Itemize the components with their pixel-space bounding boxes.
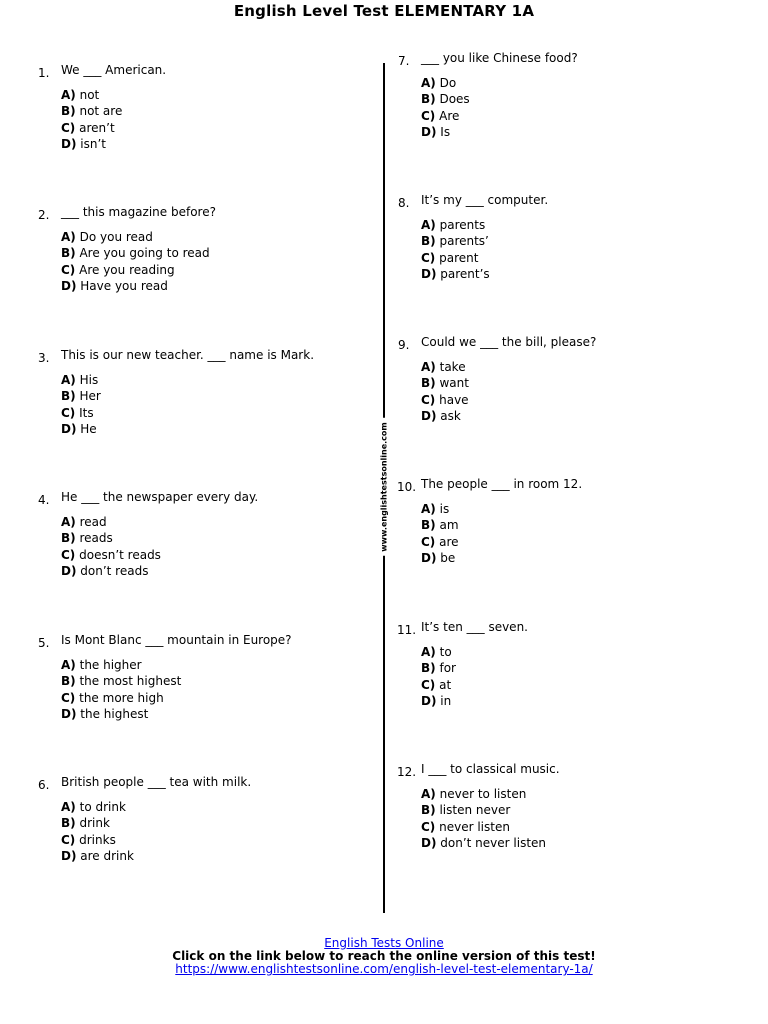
option-text: be [440, 551, 456, 566]
question-text: He ___ the newspaper every day. [61, 490, 259, 504]
option-text: don’t reads [80, 564, 149, 579]
option-letter: B) [61, 531, 76, 546]
option-text: have [439, 392, 469, 407]
answer-option [421, 392, 469, 408]
answer-option [61, 388, 101, 404]
question-text: British people ___ tea with milk. [61, 775, 252, 789]
option-letter: D) [61, 707, 77, 722]
answer-option [61, 832, 134, 848]
option-text: parents’ [439, 234, 489, 249]
option-text: Do [439, 76, 457, 90]
question-number: 9. [398, 338, 410, 352]
answer-options [421, 75, 470, 141]
option-letter: A) [421, 360, 436, 374]
option-text: drink [79, 816, 110, 831]
answer-option [421, 534, 459, 550]
answer-option [61, 690, 181, 706]
answer-options [61, 514, 161, 580]
option-text: never listen [439, 819, 510, 834]
option-text: Her [79, 389, 101, 404]
option-letter: C) [421, 534, 436, 549]
option-text: reads [79, 531, 113, 546]
question-text: The people ___ in room 12. [421, 477, 583, 491]
answer-option [61, 815, 134, 831]
option-letter: D) [421, 551, 437, 566]
question-text: Could we ___ the bill, please? [421, 335, 597, 349]
option-letter: C) [421, 819, 436, 834]
answer-option [61, 87, 122, 103]
option-text: drinks [79, 832, 116, 847]
answer-options [61, 372, 101, 438]
option-text: Have you read [80, 279, 168, 294]
option-letter: B) [421, 376, 436, 391]
option-text: parents [439, 218, 486, 232]
option-text: not are [79, 104, 123, 119]
answer-options [421, 501, 459, 567]
option-letter: A) [421, 76, 436, 90]
question-text: We ___ American. [61, 63, 167, 77]
option-letter: D) [421, 836, 437, 851]
option-text: parent [439, 250, 479, 265]
option-text: Is [440, 125, 451, 140]
option-letter: B) [61, 816, 76, 831]
option-text: His [79, 373, 99, 387]
english-tests-online-link[interactable]: English Tests Online [324, 936, 444, 950]
option-text: to drink [79, 800, 126, 814]
option-letter: C) [61, 120, 76, 135]
option-text: Are [439, 108, 460, 123]
option-text: not [79, 88, 100, 102]
question-text: I ___ to classical music. [421, 762, 560, 776]
option-text: the higher [79, 658, 142, 672]
option-text: ask [440, 409, 461, 424]
option-letter: C) [61, 262, 76, 277]
option-text: want [439, 376, 469, 391]
answer-option [61, 262, 210, 278]
answer-options [61, 229, 210, 295]
answer-option [61, 245, 210, 261]
question-text: This is our new teacher. ___ name is Mark. [61, 348, 315, 362]
option-letter: D) [421, 125, 437, 140]
question-number: 5. [38, 636, 50, 650]
answer-option [61, 103, 122, 119]
option-text: are drink [80, 849, 134, 864]
option-letter: C) [421, 677, 436, 692]
option-text: the more high [79, 690, 164, 705]
answer-options [421, 217, 490, 283]
option-text: never to listen [439, 787, 527, 801]
question-number: 12. [397, 765, 417, 779]
question-text: It’s ten ___ seven. [421, 620, 528, 634]
option-text: listen never [439, 803, 511, 818]
option-letter: C) [421, 392, 436, 407]
question-text: Is Mont Blanc ___ mountain in Europe? [61, 633, 292, 647]
answer-option [421, 517, 459, 533]
answer-option [421, 91, 470, 107]
online-test-url-link[interactable]: https://www.englishtestsonline.com/english-level-test-elementary-1a/ [175, 962, 593, 976]
answer-options [421, 786, 546, 852]
answer-option [61, 372, 101, 388]
answer-option [421, 359, 469, 375]
answer-option [421, 217, 490, 233]
option-letter: A) [61, 658, 76, 672]
option-letter: B) [421, 661, 436, 676]
option-text: Its [79, 405, 94, 420]
option-letter: D) [61, 137, 77, 152]
page-title: English Level Test ELEMENTARY 1A [233, 2, 535, 20]
footer-cta: Click on the link below to reach the online version of this test! [172, 949, 596, 963]
option-letter: B) [421, 518, 436, 533]
answer-option [61, 405, 101, 421]
option-letter: D) [61, 564, 77, 579]
question-text: ___ you like Chinese food? [421, 51, 578, 65]
option-letter: B) [421, 92, 436, 107]
option-letter: D) [61, 279, 77, 294]
option-text: at [439, 677, 452, 692]
option-letter: A) [61, 230, 76, 244]
answer-option [421, 693, 456, 709]
question-number: 7. [398, 54, 410, 68]
option-text: to [439, 645, 452, 659]
answer-option [421, 819, 546, 835]
option-text: for [439, 661, 456, 676]
option-text: Does [439, 92, 470, 107]
option-letter: D) [61, 422, 77, 437]
answer-option [421, 660, 456, 676]
option-letter: D) [61, 849, 77, 864]
option-letter: A) [61, 88, 76, 102]
question-number: 3. [38, 351, 50, 365]
answer-options [421, 644, 456, 710]
question-number: 10. [397, 480, 417, 494]
answer-options [61, 87, 122, 153]
option-letter: B) [61, 104, 76, 119]
answer-options [61, 657, 181, 723]
option-letter: B) [61, 389, 76, 404]
option-letter: C) [421, 108, 436, 123]
option-letter: C) [61, 832, 76, 847]
question-number: 1. [38, 66, 50, 80]
answer-option [61, 421, 101, 437]
option-letter: C) [61, 547, 76, 562]
answer-option [61, 136, 122, 152]
answer-option [61, 278, 210, 294]
option-text: don’t never listen [440, 836, 547, 851]
option-text: parent’s [440, 267, 490, 282]
footer [0, 937, 768, 976]
answer-option [61, 706, 181, 722]
question-number: 6. [38, 778, 50, 792]
option-letter: C) [61, 405, 76, 420]
vertical-site-watermark: www.englishtestsonline.com [378, 418, 391, 556]
option-text: Are you reading [79, 262, 175, 277]
option-letter: B) [61, 674, 76, 689]
option-text: doesn’t reads [79, 547, 161, 562]
answer-option [421, 75, 470, 91]
answer-option [421, 408, 469, 424]
option-text: are [439, 534, 459, 549]
option-text: Do you read [79, 230, 153, 244]
question-text: ___ this magazine before? [61, 205, 216, 219]
option-letter: B) [421, 803, 436, 818]
answer-option [421, 501, 459, 517]
option-letter: D) [421, 409, 437, 424]
answer-option [61, 563, 161, 579]
answer-option [421, 786, 546, 802]
question-number: 11. [397, 623, 417, 637]
answer-option [421, 677, 456, 693]
answer-option [61, 120, 122, 136]
option-text: read [79, 515, 107, 529]
answer-option [61, 657, 181, 673]
answer-option [61, 229, 210, 245]
option-letter: A) [421, 502, 436, 516]
answer-option [421, 266, 490, 282]
answer-option [421, 802, 546, 818]
option-text: the highest [80, 707, 149, 722]
answer-option [421, 375, 469, 391]
option-letter: A) [61, 373, 76, 387]
option-letter: A) [61, 515, 76, 529]
question-number: 4. [38, 493, 50, 507]
answer-option [61, 673, 181, 689]
question-number: 2. [38, 208, 50, 222]
answer-options [61, 799, 134, 865]
option-letter: C) [61, 690, 76, 705]
question-text: It’s my ___ computer. [421, 193, 549, 207]
answer-option [61, 547, 161, 563]
answer-option [61, 530, 161, 546]
option-text: in [440, 694, 452, 709]
answer-option [61, 514, 161, 530]
option-text: Are you going to read [79, 246, 210, 261]
answer-option [61, 848, 134, 864]
answer-option [421, 124, 470, 140]
answer-option [421, 644, 456, 660]
option-letter: B) [421, 234, 436, 249]
option-text: aren’t [79, 120, 115, 135]
option-letter: A) [421, 218, 436, 232]
option-text: He [80, 422, 97, 437]
option-letter: C) [421, 250, 436, 265]
option-text: the most highest [79, 674, 182, 689]
option-text: isn’t [80, 137, 106, 152]
answer-option [421, 835, 546, 851]
option-letter: D) [421, 267, 437, 282]
answer-option [61, 799, 134, 815]
option-text: take [439, 360, 466, 374]
answer-option [421, 250, 490, 266]
answer-option [421, 233, 490, 249]
answer-options [421, 359, 469, 425]
answer-option [421, 108, 470, 124]
option-letter: A) [421, 787, 436, 801]
option-text: is [439, 502, 450, 516]
option-letter: B) [61, 246, 76, 261]
option-letter: A) [421, 645, 436, 659]
option-letter: D) [421, 694, 437, 709]
option-letter: A) [61, 800, 76, 814]
question-number: 8. [398, 196, 410, 210]
answer-option [421, 550, 459, 566]
option-text: am [439, 518, 459, 533]
